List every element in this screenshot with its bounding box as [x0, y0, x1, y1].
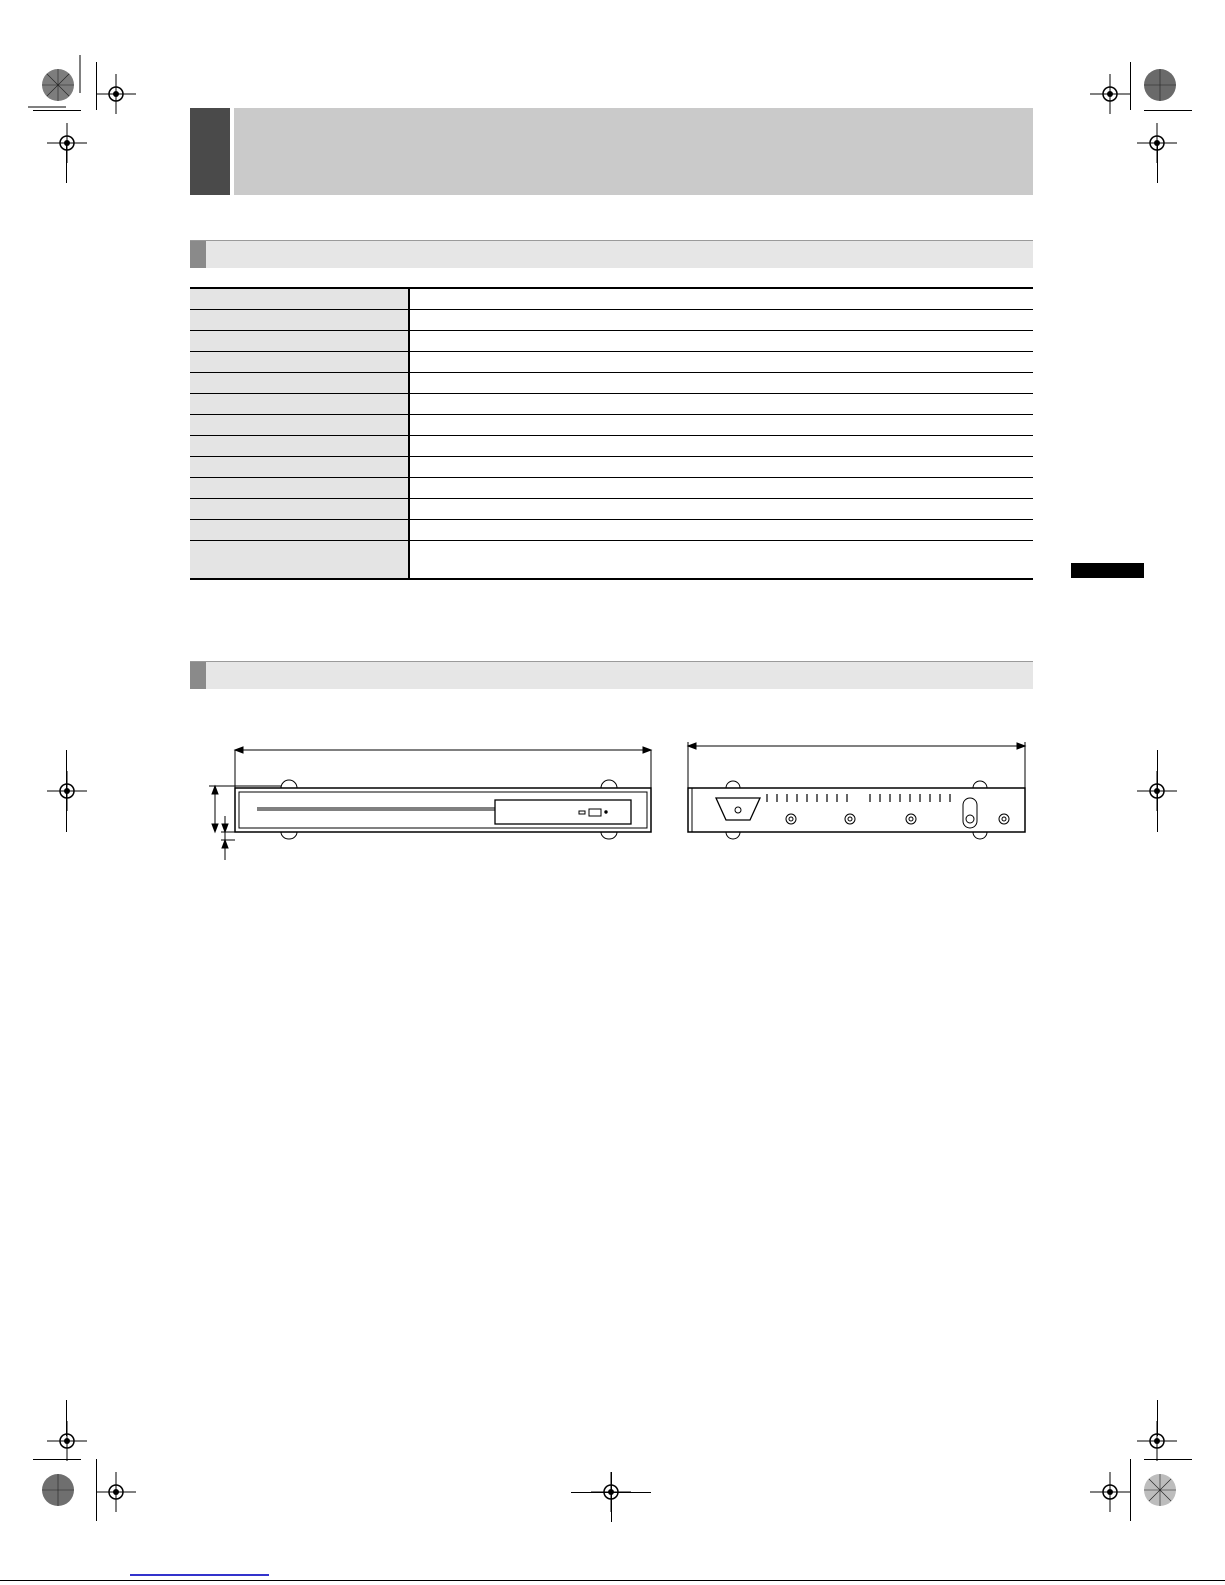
spec-label: [190, 288, 409, 310]
spec-label: [190, 373, 409, 394]
spec-value: [409, 331, 1033, 352]
spec-label: [190, 541, 409, 580]
color-target-icon: [1138, 1468, 1198, 1528]
table-row: [190, 352, 1033, 373]
table-row: [190, 499, 1033, 520]
rear-view-drawing: [680, 740, 1035, 850]
section-tab: [190, 241, 206, 268]
spec-value: [409, 436, 1033, 457]
dimensions-section-heading: [190, 661, 1033, 689]
spec-value: [409, 415, 1033, 436]
spec-value: [409, 541, 1033, 580]
page-title: [234, 108, 1033, 195]
registration-crosshair-icon: [96, 1472, 136, 1512]
spec-label: [190, 352, 409, 373]
spec-label: [190, 478, 409, 499]
registration-crosshair-icon: [47, 771, 87, 811]
color-target-icon: [28, 55, 88, 115]
spec-value: [409, 310, 1033, 331]
spec-label: [190, 520, 409, 541]
spec-label: [190, 499, 409, 520]
table-row: [190, 520, 1033, 541]
spec-value: [409, 373, 1033, 394]
title-band-tab: [190, 108, 230, 195]
registration-crosshair-icon: [96, 74, 136, 114]
spec-table: [190, 287, 1033, 580]
table-row: [190, 373, 1033, 394]
spec-label: [190, 457, 409, 478]
spec-label: [190, 394, 409, 415]
table-row: [190, 310, 1033, 331]
table-row: [190, 436, 1033, 457]
spec-label: [190, 310, 409, 331]
spec-section-heading: [190, 240, 1033, 268]
spec-label: [190, 331, 409, 352]
table-row: [190, 331, 1033, 352]
front-view-drawing: [205, 740, 665, 870]
section-tab: [190, 662, 206, 689]
registration-crosshair-icon: [47, 123, 87, 163]
registration-crosshair-icon: [1090, 1472, 1130, 1512]
spec-label: [190, 415, 409, 436]
footer-rule: [0, 1580, 1225, 1581]
table-row: [190, 288, 1033, 310]
spec-value: [409, 478, 1033, 499]
spec-value: [409, 520, 1033, 541]
footer-link-underline: [130, 1574, 269, 1576]
spec-value: [409, 288, 1033, 310]
registration-crosshair-icon: [47, 1421, 87, 1461]
spec-value: [409, 352, 1033, 373]
color-target-icon: [28, 1468, 88, 1528]
spec-value: [409, 499, 1033, 520]
table-row: [190, 394, 1033, 415]
language-tab: [1071, 563, 1144, 578]
spec-value: [409, 457, 1033, 478]
table-row: [190, 478, 1033, 499]
table-row: [190, 457, 1033, 478]
page-title-band: [190, 108, 1033, 195]
color-target-icon: [1138, 55, 1198, 115]
registration-crosshair-icon: [1090, 74, 1130, 114]
table-row: [190, 541, 1033, 580]
table-row: [190, 415, 1033, 436]
spec-value: [409, 394, 1033, 415]
spec-label: [190, 436, 409, 457]
